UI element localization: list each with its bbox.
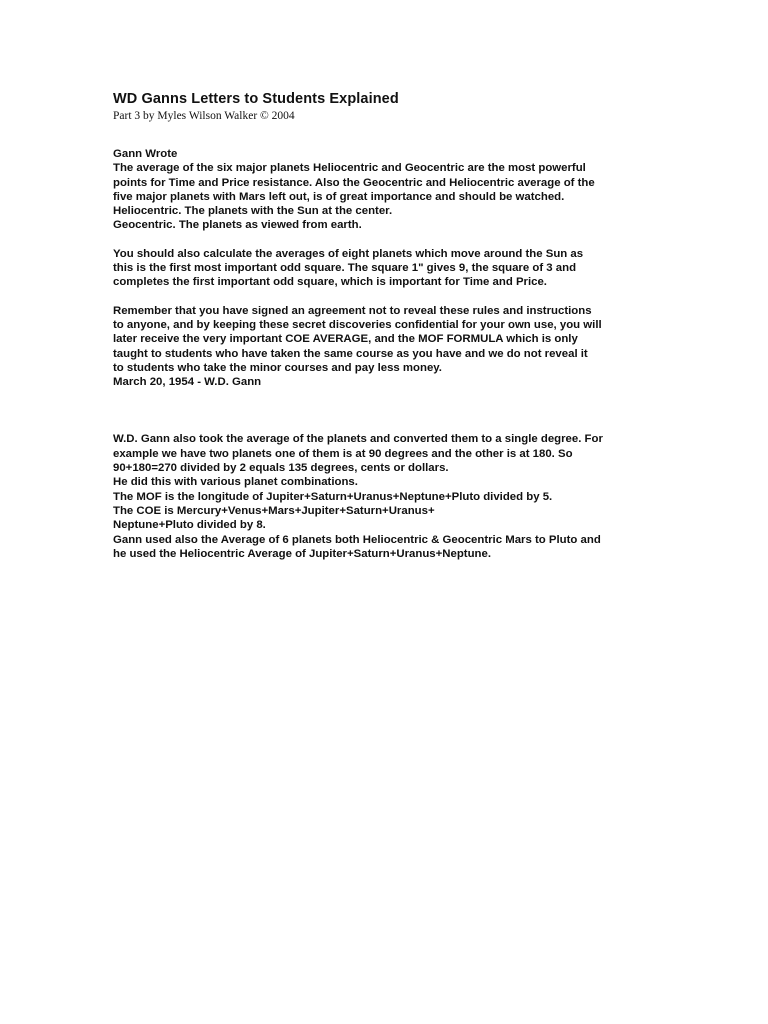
- text-line: Heliocentric. The planets with the Sun at the center.: [113, 205, 393, 218]
- text-line: The MOF is the longitude of Jupiter+Saturn+Uranus+Neptune+Pluto divided by 5.: [113, 490, 553, 503]
- paragraph-gann-wrote: [113, 147, 658, 233]
- text-line: to anyone, and by keeping these secret discoveries confidential for your own use, you will: [113, 318, 602, 331]
- text-line: later receive the very important COE AVERAGE, and the MOF FORMULA which is only: [113, 333, 578, 346]
- text-line: 90+180=270 divided by 2 equals 135 degrees, cents or dollars.: [113, 462, 449, 475]
- document-page: [113, 90, 658, 561]
- text-line: Gann used also the Average of 6 planets both Heliocentric & Geocentric Mars to Pluto and: [113, 533, 601, 546]
- text-line: this is the first most important odd square. The square 1" gives 9, the square of 3 and: [113, 262, 577, 275]
- signature-line: March 20, 1954 - W.D. Gann: [113, 376, 262, 389]
- paragraph-explanation: [113, 432, 658, 561]
- text-line: completes the first important odd square, which is important for Time and Price.: [113, 276, 547, 289]
- text-line: W.D. Gann also took the average of the planets and converted them to a single degree. For: [113, 433, 603, 446]
- text-line: Gann Wrote: [113, 148, 178, 160]
- paragraph-eight-planets: [113, 247, 658, 290]
- text-line: The average of the six major planets Heliocentric and Geocentric are the most powerful: [113, 162, 586, 175]
- text-line: You should also calculate the averages of eight planets which move around the Sun as: [113, 247, 584, 260]
- document-subtitle: Part 3 by Myles Wilson Walker © 2004: [113, 110, 295, 122]
- text-line: to students who take the minor courses and pay less money.: [113, 361, 442, 374]
- text-line: The COE is Mercury+Venus+Mars+Jupiter+Saturn+Uranus+: [113, 504, 435, 517]
- text-line: example we have two planets one of them is at 90 degrees and the other is at 180. So: [113, 447, 573, 460]
- text-line: points for Time and Price resistance. Also the Geocentric and Heliocentric average of the: [113, 176, 595, 189]
- document-title: WD Ganns Letters to Students Explained: [113, 91, 399, 107]
- text-line: he used the Heliocentric Average of Jupiter+Saturn+Uranus+Neptune.: [113, 547, 491, 560]
- text-line: taught to students who have taken the same course as you have and we do not reveal it: [113, 347, 588, 360]
- text-line: Neptune+Pluto divided by 8.: [113, 519, 266, 532]
- text-line: Geocentric. The planets as viewed from earth.: [113, 219, 362, 232]
- text-line: Remember that you have signed an agreement not to reveal these rules and instructions: [113, 304, 592, 317]
- text-line: five major planets with Mars left out, is of great importance and should be watched.: [113, 190, 565, 203]
- text-line: He did this with various planet combinations.: [113, 476, 358, 489]
- paragraph-agreement: [113, 304, 658, 390]
